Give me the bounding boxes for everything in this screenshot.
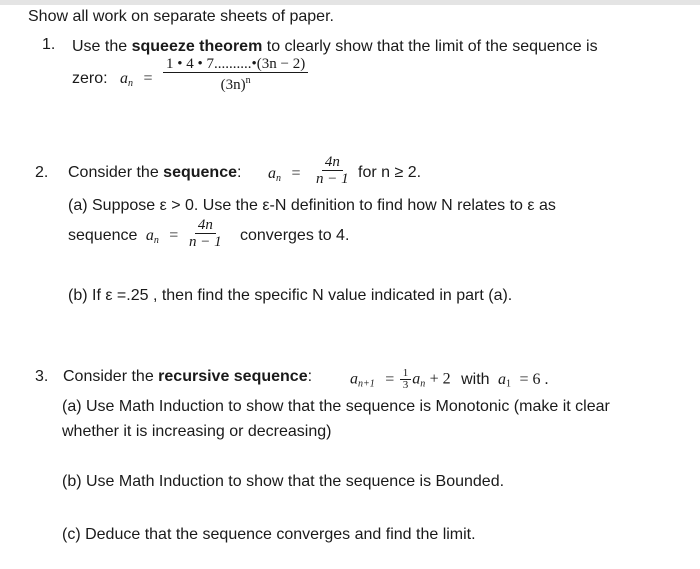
q1-prompt: Use the squeeze theorem to clearly show that the limit of the sequence is: [72, 38, 598, 55]
q2b-text: (b) If ε =.25 , then find the specific N value indicated in part (a).: [68, 287, 513, 304]
q1-lhs: $a_n$ =: [120, 70, 153, 89]
q3a-line2: whether it is increasing or decreasing): [62, 423, 332, 440]
q3c-text: (c) Deduce that the sequence converges and find the limit.: [62, 526, 476, 543]
q2a-fraction: $\frac{4n}{n - 1}$: [189, 217, 222, 250]
q3-formula: $a_{n+1}$ = $\frac{1}{3}$ $a_n + 2$ with $a_1 = 6$ .: [350, 367, 549, 391]
q2a-line2-end: converges to 4.: [240, 227, 350, 244]
q3a-line1: (a) Use Math Induction to show that the sequence is Monotonic (make it clear: [62, 398, 610, 415]
q2-prompt: Consider the sequence:: [68, 164, 242, 181]
q2-condition: for n ≥ 2.: [358, 164, 422, 181]
q3-prompt: Consider the recursive sequence:: [63, 368, 313, 385]
q2-bold-term: sequence: [163, 164, 237, 181]
q3-number: 3.: [35, 368, 49, 385]
q2-number: 2.: [35, 164, 49, 181]
q1-denominator: $(3n)^n$: [220, 75, 251, 93]
q3-bold-term: recursive sequence: [158, 368, 308, 385]
q2a-line1: (a) Suppose ε > 0. Use the ε-N definition to find how N relates to ε as: [68, 197, 556, 214]
q2-fraction: $\frac{4n}{n - 1}$: [316, 154, 349, 187]
q2a-line2-start: sequence $a_n$ =: [68, 227, 179, 246]
q2-lhs: $a_n$ =: [268, 165, 301, 184]
q1-numerator: 1 • 4 • 7..........•(3n − 2): [163, 56, 308, 73]
top-border: [0, 0, 700, 5]
q1-bold-term: squeeze theorem: [131, 38, 263, 55]
q3b-text: (b) Use Math Induction to show that the sequence is Bounded.: [62, 473, 505, 490]
q1-number: 1.: [42, 36, 56, 53]
instructions: Show all work on separate sheets of paper.: [28, 8, 334, 25]
q1-zero-label: zero:: [72, 70, 108, 87]
q1-fraction: [163, 56, 308, 100]
